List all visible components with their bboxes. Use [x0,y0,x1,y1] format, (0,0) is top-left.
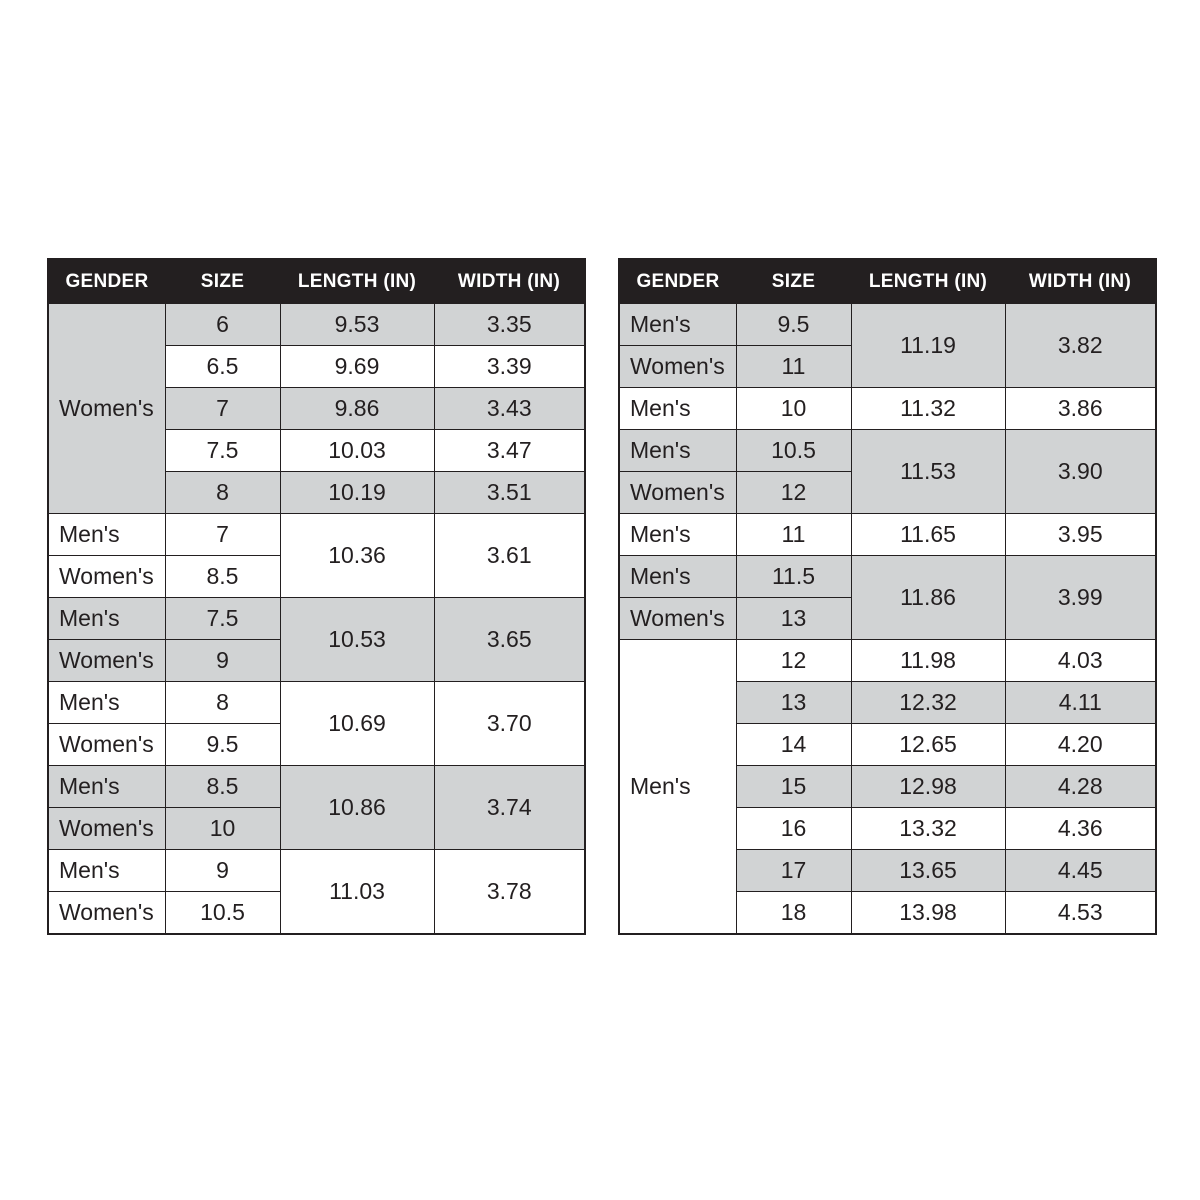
size-cell: 17 [736,850,851,892]
length-cell: 10.86 [280,766,434,850]
length-cell: 11.98 [851,640,1005,682]
size-cell: 9 [165,640,280,682]
gender-cell: Women's [48,640,165,682]
length-cell: 12.65 [851,724,1005,766]
width-header: WIDTH (IN) [434,259,585,304]
size-chart-table-right [618,258,1157,935]
header-row [48,259,585,304]
length-cell: 13.32 [851,808,1005,850]
size-cell: 8 [165,682,280,724]
size-header: SIZE [736,259,851,304]
header-row [619,259,1156,304]
length-cell: 10.03 [280,430,434,472]
length-cell: 9.86 [280,388,434,430]
table-row [48,850,585,892]
size-cell: 6.5 [165,346,280,388]
gender-cell: Women's [48,724,165,766]
size-cell: 15 [736,766,851,808]
length-cell: 11.32 [851,388,1005,430]
table-row [48,682,585,724]
length-cell: 10.69 [280,682,434,766]
table-row [619,514,1156,556]
gender-cell: Men's [619,388,736,430]
width-cell: 3.43 [434,388,585,430]
gender-cell: Women's [48,892,165,935]
width-cell: 4.03 [1005,640,1156,682]
length-cell: 12.32 [851,682,1005,724]
width-cell: 3.78 [434,850,585,935]
gender-cell: Men's [48,682,165,724]
gender-cell: Men's [48,766,165,808]
size-cell: 11 [736,346,851,388]
size-cell: 8.5 [165,766,280,808]
width-cell: 4.45 [1005,850,1156,892]
gender-header: GENDER [48,259,165,304]
width-cell: 3.61 [434,514,585,598]
table-row [619,556,1156,598]
width-header: WIDTH (IN) [1005,259,1156,304]
gender-cell: Men's [619,514,736,556]
width-cell: 3.86 [1005,388,1156,430]
size-cell: 6 [165,304,280,346]
gender-cell: Men's [48,850,165,892]
length-cell: 13.65 [851,850,1005,892]
gender-cell: Men's [619,430,736,472]
width-cell: 4.20 [1005,724,1156,766]
width-cell: 3.47 [434,430,585,472]
width-cell: 3.65 [434,598,585,682]
length-cell: 11.53 [851,430,1005,514]
size-cell: 7 [165,514,280,556]
width-cell: 3.95 [1005,514,1156,556]
size-cell: 18 [736,892,851,935]
size-cell: 10.5 [736,430,851,472]
size-cell: 9.5 [736,304,851,346]
width-cell: 3.99 [1005,556,1156,640]
width-cell: 3.35 [434,304,585,346]
table-row [48,766,585,808]
size-cell: 8 [165,472,280,514]
size-cell: 7.5 [165,598,280,640]
size-cell: 13 [736,598,851,640]
size-cell: 7 [165,388,280,430]
width-cell: 3.51 [434,472,585,514]
length-cell: 11.19 [851,304,1005,388]
gender-cell: Men's [48,598,165,640]
width-cell: 3.90 [1005,430,1156,514]
gender-cell: Women's [48,556,165,598]
length-cell: 11.03 [280,850,434,935]
gender-cell: Men's [619,304,736,346]
width-cell: 3.74 [434,766,585,850]
size-chart-table-left [47,258,586,935]
gender-cell: Women's [619,472,736,514]
length-cell: 13.98 [851,892,1005,935]
width-cell: 3.70 [434,682,585,766]
width-cell: 4.53 [1005,892,1156,935]
length-header: LENGTH (IN) [280,259,434,304]
length-cell: 10.36 [280,514,434,598]
size-cell: 7.5 [165,430,280,472]
table-row [619,304,1156,346]
size-cell: 10.5 [165,892,280,935]
size-cell: 12 [736,640,851,682]
gender-cell: Men's [619,640,736,935]
length-cell: 9.69 [280,346,434,388]
size-cell: 12 [736,472,851,514]
length-cell: 11.86 [851,556,1005,640]
length-cell: 9.53 [280,304,434,346]
width-cell: 4.11 [1005,682,1156,724]
size-cell: 8.5 [165,556,280,598]
size-cell: 14 [736,724,851,766]
size-cell: 10 [165,808,280,850]
size-cell: 9 [165,850,280,892]
size-cell: 9.5 [165,724,280,766]
gender-cell: Men's [619,556,736,598]
size-cell: 11.5 [736,556,851,598]
length-header: LENGTH (IN) [851,259,1005,304]
width-cell: 3.82 [1005,304,1156,388]
size-cell: 13 [736,682,851,724]
size-cell: 16 [736,808,851,850]
table-row [619,640,1156,682]
size-cell: 10 [736,388,851,430]
width-cell: 4.36 [1005,808,1156,850]
table-row [48,514,585,556]
gender-cell: Women's [48,304,165,514]
gender-cell: Women's [48,808,165,850]
length-cell: 10.53 [280,598,434,682]
width-cell: 3.39 [434,346,585,388]
table-row [619,430,1156,472]
size-header: SIZE [165,259,280,304]
width-cell: 4.28 [1005,766,1156,808]
size-cell: 11 [736,514,851,556]
length-cell: 12.98 [851,766,1005,808]
length-cell: 10.19 [280,472,434,514]
gender-header: GENDER [619,259,736,304]
table-row [48,304,585,346]
table-row [48,598,585,640]
gender-cell: Men's [48,514,165,556]
gender-cell: Women's [619,598,736,640]
gender-cell: Women's [619,346,736,388]
table-row [619,388,1156,430]
length-cell: 11.65 [851,514,1005,556]
